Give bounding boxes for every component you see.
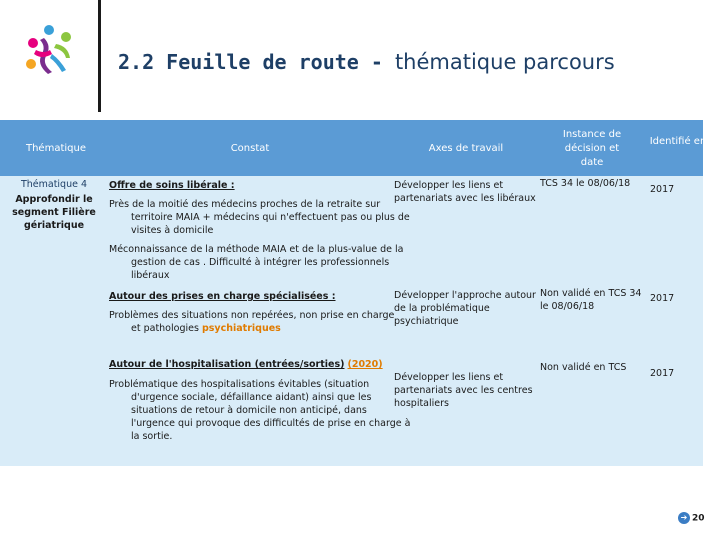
header-constat: Constat	[230, 143, 270, 154]
constat-text-3-main: Problèmes des situations non repérées, non prise en charge et pathologies	[109, 310, 395, 334]
page-title	[118, 50, 615, 74]
instance-3: Non validé en TCS 34 le 08/06/18	[540, 288, 642, 312]
page-number[interactable]	[678, 512, 705, 524]
constat-text-2: Méconnaissance de la méthode MAIA et de la plus-value de la gestion de cas . Difficulté à intégrer les professionnels libéraux	[109, 244, 404, 281]
constat-text-1: Près de la moitié des médecins proches de la retraite sur territoire MAIA + médecins qui n'effectuent pas ou plus de visites à domicile	[109, 199, 410, 236]
axe-4: Développer les liens et partenariats avec les centres hospitaliers	[394, 372, 533, 409]
arrow-right-icon: ➔	[678, 512, 690, 524]
header-axes: Axes de travail	[428, 143, 504, 154]
axe-3: Développer l'approche autour de la problématique psychiatrique	[394, 290, 536, 327]
page-number-label: 20	[692, 513, 705, 524]
title-part1: 2.2 Feuille de route -	[118, 50, 395, 74]
header-thematique: Thématique	[25, 143, 86, 154]
constat-title-3: Autour des prises en charge spécialisées :	[109, 291, 336, 302]
year-3: 2017	[650, 293, 675, 304]
year-4: 2017	[650, 368, 675, 379]
instance-1: TCS 34 le 08/06/18	[540, 178, 631, 189]
instance-4: Non validé en TCS	[540, 362, 627, 373]
constat-highlight-3: psychiatriques	[201, 323, 281, 334]
constat-title-1: Offre de soins libérale :	[109, 180, 235, 191]
constat-text-4: Problématique des hospitalisations évitables (situation d'urgence sociale, défaillance aidant) ainsi que les situations de retour à domicile non anticipé, dans l'urgence qui provoque des difficultés de prise en charge à la sortie.	[109, 379, 411, 442]
header-identifie: Identifié en	[649, 136, 707, 147]
year-1: 2017	[650, 184, 675, 195]
constat-title-4-main: Autour de l'hospitalisation (entrées/sorties)	[109, 359, 345, 370]
logo-icon	[22, 24, 78, 76]
theme-description: Approfondir le segment Filière gériatrique	[12, 194, 96, 231]
constat-title-4	[109, 358, 383, 371]
axe-1: Développer les liens et partenariats avec les libéraux	[394, 180, 536, 204]
header-divider	[98, 0, 101, 112]
constat-text-3	[109, 309, 401, 335]
title-part2: thématique parcours	[394, 50, 615, 74]
constat-highlight-4: (2020)	[347, 359, 383, 370]
theme-label: Thématique 4	[20, 179, 88, 190]
header-instance: Instance de décision et date	[562, 129, 622, 168]
